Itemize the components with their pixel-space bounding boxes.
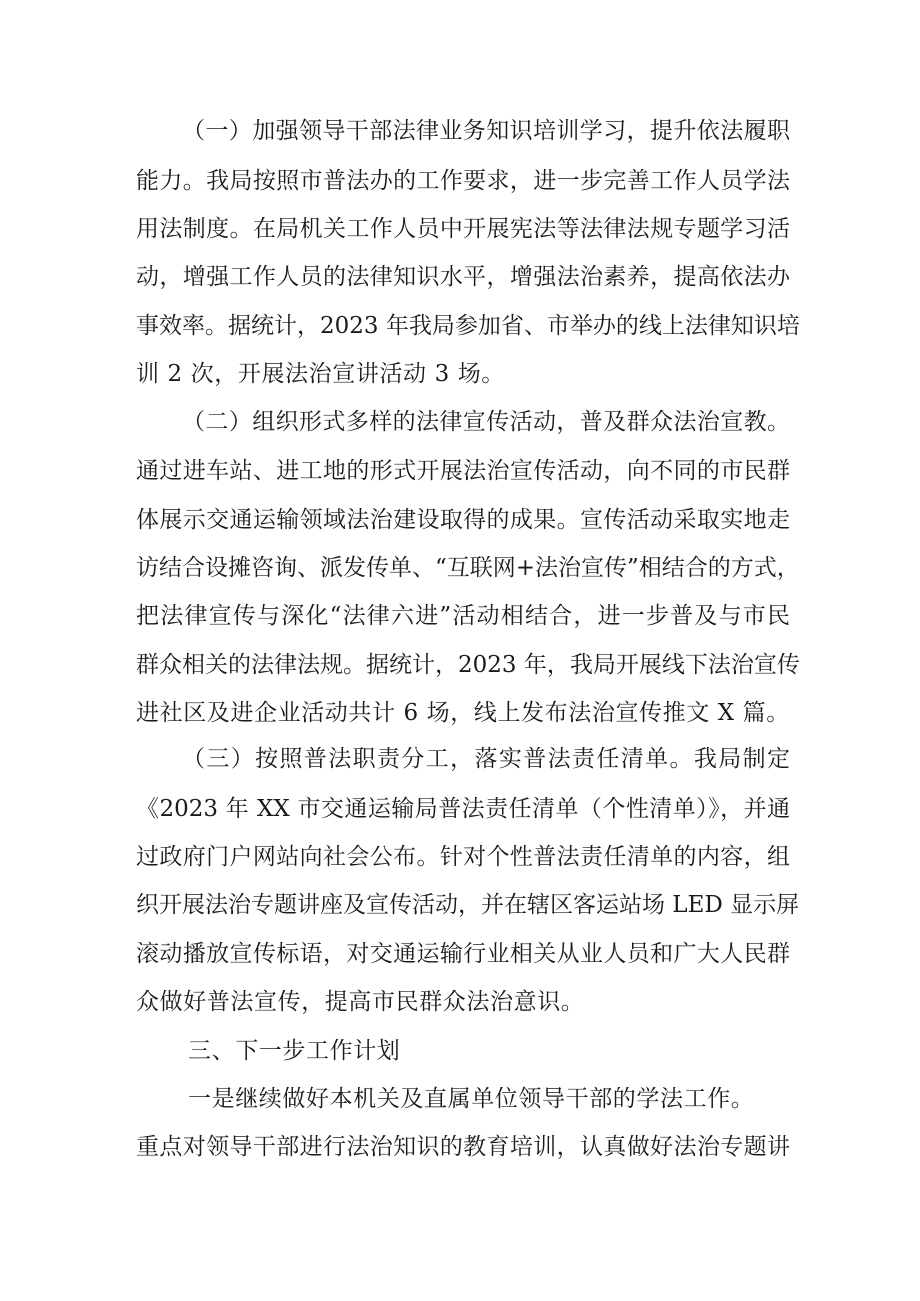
paragraph-2-line-3: 体展示交通运输领域法治建设取得的成果。宣传活动采取实地走 [136, 507, 790, 533]
paragraph-1-line-5: 事效率。据统计，2023 年我局参加省、市举办的线上法律知识培 [136, 313, 800, 339]
paragraph-3-line-1: （三）按照普法职责分工，落实普法责任清单。我局制定 [182, 746, 790, 772]
paragraph-2-line-5: 把法律宣传与深化“法律六进”活动相结合，进一步普及与市民 [136, 603, 790, 629]
paragraph-3-line-5: 滚动播放宣传标语，对交通运输行业相关从业人员和广大人民群 [136, 941, 790, 967]
paragraph-2-line-2: 通过进车站、进工地的形式开展法治宣传活动，向不同的市民群 [136, 458, 790, 484]
paragraph-4-line-1: 一是继续做好本机关及直属单位领导干部的学法工作。 [188, 1086, 755, 1112]
paragraph-1-line-1: （一）加强领导干部法律业务知识培训学习，提升依法履职 [182, 118, 790, 144]
paragraph-2-line-1: （二）组织形式多样的法律宣传活动，普及群众法治宣教。 [182, 409, 790, 435]
paragraph-4-line-2: 重点对领导干部进行法治知识的教育培训，认真做好法治专题讲 [136, 1134, 790, 1160]
paragraph-3-line-3: 过政府门户网站向社会公布。针对个性普法责任清单的内容，组 [136, 844, 790, 870]
paragraph-3-line-6: 众做好普法宣传，提高市民群众法治意识。 [136, 989, 585, 1015]
paragraph-2-line-4: 访结合设摊咨询、派发传单、“互联网+法治宣传”相结合的方式， [136, 555, 800, 581]
paragraph-3-line-2: 《2023 年 XX 市交通运输局普法责任清单（个性清单）》，并通 [136, 796, 790, 822]
paragraph-1-line-6: 训 2 次，开展法治宣讲活动 3 场。 [136, 361, 505, 387]
paragraph-2-line-7: 进社区及进企业活动共计 6 场，线上发布法治宣传推文 X 篇。 [136, 700, 790, 726]
paragraph-1-line-2: 能力。我局按照市普法办的工作要求，进一步完善工作人员学法 [136, 168, 790, 194]
paragraph-2-line-6: 群众相关的法律法规。据统计，2023 年，我局开展线下法治宣传 [136, 652, 800, 678]
paragraph-1-line-3: 用法制度。在局机关工作人员中开展宪法等法律法规专题学习活 [136, 216, 790, 242]
section-heading: 三、下一步工作计划 [188, 1038, 401, 1064]
paragraph-3-line-4: 织开展法治专题讲座及宣传活动，并在辖区客运站场 LED 显示屏 [136, 892, 800, 918]
paragraph-1-line-4: 动，增强工作人员的法律知识水平，增强法治素养，提高依法办 [136, 264, 790, 290]
